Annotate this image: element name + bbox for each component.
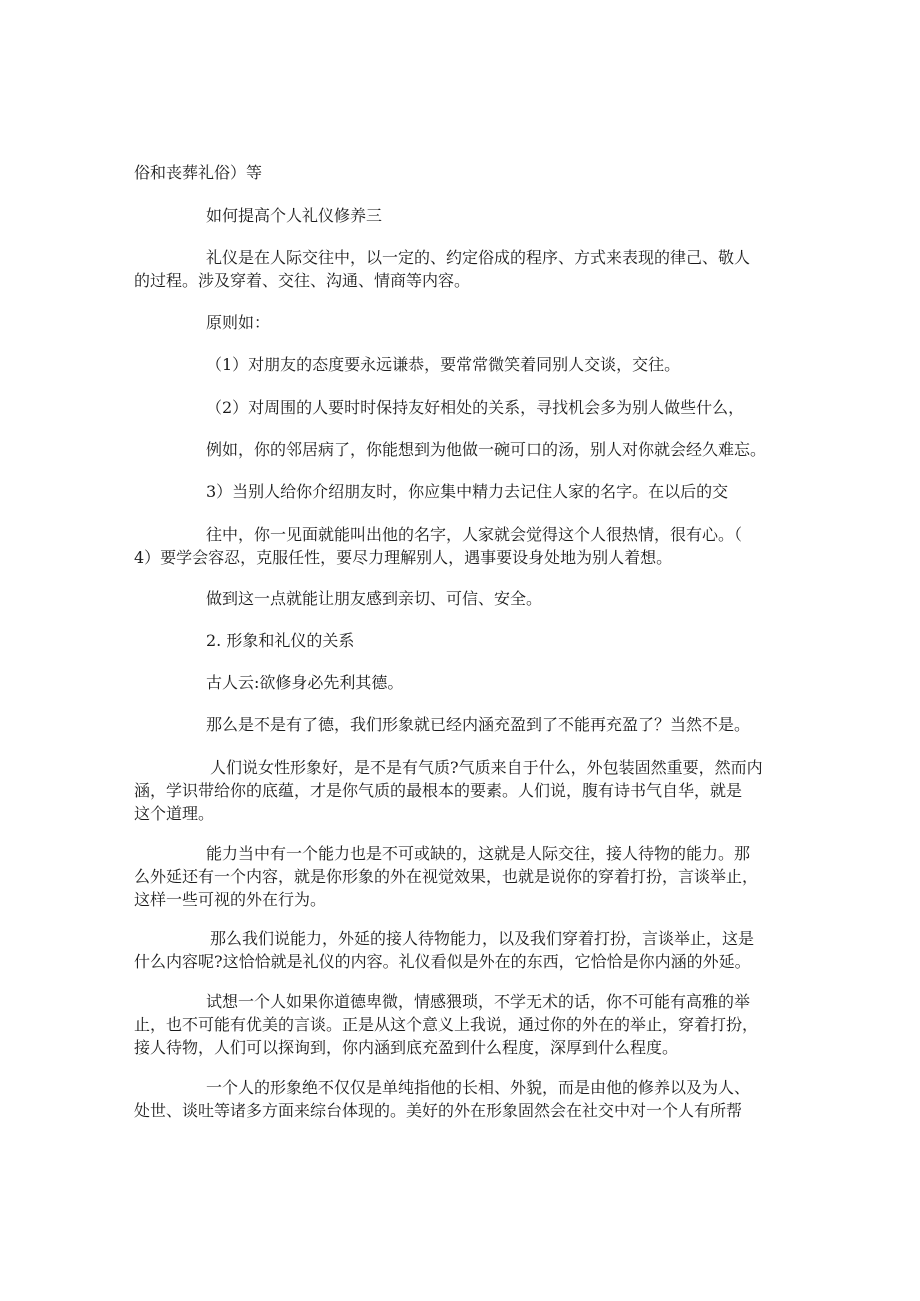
paragraph-12 [134, 671, 794, 694]
paragraph-line: 涵，学识带给你的底蕴，才是你气质的最根本的要素。人们说，腹有诗书气自华，就是 [134, 781, 743, 800]
paragraph-line: 这样一些可视的外在行为。 [134, 890, 327, 909]
paragraph-16 [134, 927, 794, 973]
paragraph-9 [134, 523, 794, 569]
paragraph-line: 这个道理。 [134, 804, 215, 823]
paragraph-line: 止，也不可能有优美的言谈。正是从这个意义上我说，通过你的外在的举止，穿着打扮， [134, 1015, 759, 1034]
paragraph-line: 2. 形象和礼仪的关系 [206, 631, 355, 650]
paragraph-1 [134, 161, 794, 184]
paragraph-line: 往中，你一见面就能叫出他的名字，人家就会觉得这个人很热情，很有心。（ [206, 525, 743, 544]
paragraph-line: 人们说女性形象好，是不是有气质?气质来自于什么，外包装固然重要，然而内 [210, 758, 763, 777]
paragraph-line: 3）当别人给你介绍朋友时，你应集中精力去记住人家的名字。在以后的交 [206, 482, 729, 501]
paragraph-line: （1）对朋友的态度要永远谦恭，要常常微笑着同别人交谈，交往。 [206, 355, 681, 374]
paragraph-13 [134, 713, 794, 736]
paragraph-3 [134, 246, 794, 292]
paragraph-line: 什么内容呢?这恰恰就是礼仪的内容。礼仪看似是外在的东西，它恰恰是你内涵的外延。 [134, 952, 751, 971]
paragraph-line: 试想一个人如果你道德卑微，情感猥琐，不学无术的话，你不可能有高雅的举 [206, 992, 751, 1011]
paragraph-4 [134, 311, 794, 334]
paragraph-10 [134, 587, 794, 610]
paragraph-line: 么外延还有一个内容，就是你形象的外在视觉效果，也就是说你的穿着打扮，言谈举止， [134, 867, 759, 886]
paragraph-line: 4）要学会容忍，克服任性，要尽力理解别人，遇事要设身处地为别人着想。 [134, 548, 673, 567]
paragraph-line: 能力当中有一个能力也是不可或缺的，这就是人际交往，接人待物的能力。那 [206, 844, 751, 863]
paragraph-line: 做到这一点就能让朋友感到亲切、可信、安全。 [206, 589, 543, 608]
paragraph-line: 俗和丧葬礼俗）等 [134, 163, 263, 182]
paragraph-line: 一个人的形象绝不仅仅是单纯指他的长相、外貌，而是由他的修养以及为人、 [206, 1078, 751, 1097]
paragraph-line: 例如，你的邻居病了，你能想到为他做一碗可口的汤，别人对你就会经久难忘。 [206, 440, 767, 459]
paragraph-line: 接人待物，人们可以探询到，你内涵到底充盈到什么程度，深厚到什么程度。 [134, 1038, 679, 1057]
paragraph-line: 那么是不是有了德，我们形象就已经内涵充盈到了不能再充盈了？当然不是。 [206, 715, 751, 734]
paragraph-line: 礼仪是在人际交往中，以一定的、约定俗成的程序、方式来表现的律己、敬人 [206, 248, 751, 267]
paragraph-5 [134, 353, 794, 376]
paragraph-14 [134, 756, 794, 825]
paragraph-8 [134, 480, 794, 503]
paragraph-18 [134, 1076, 794, 1122]
paragraph-15 [134, 842, 794, 911]
paragraph-17 [134, 990, 794, 1059]
paragraph-line: （2）对周围的人要时时保持友好相处的关系，寻找机会多为别人做些什么， [206, 398, 745, 417]
paragraph-line: 处世、谈吐等诸多方面来综台体现的。美好的外在形象固然会在社交中对一个人有所帮 [134, 1101, 743, 1120]
paragraph-line: 那么我们说能力，外延的接人待物能力，以及我们穿着打扮，言谈举止，这是 [210, 929, 755, 948]
paragraph-line: 原则如： [206, 313, 271, 332]
paragraph-7 [134, 438, 794, 461]
paragraph-line: 的过程。涉及穿着、交往、沟通、情商等内容。 [134, 271, 471, 290]
paragraph-line: 如何提高个人礼仪修养三 [206, 206, 383, 225]
section-heading [134, 629, 794, 652]
paragraph-6 [134, 396, 794, 419]
paragraph-2 [134, 204, 794, 227]
paragraph-line: 古人云:欲修身必先利其德。 [206, 673, 404, 692]
